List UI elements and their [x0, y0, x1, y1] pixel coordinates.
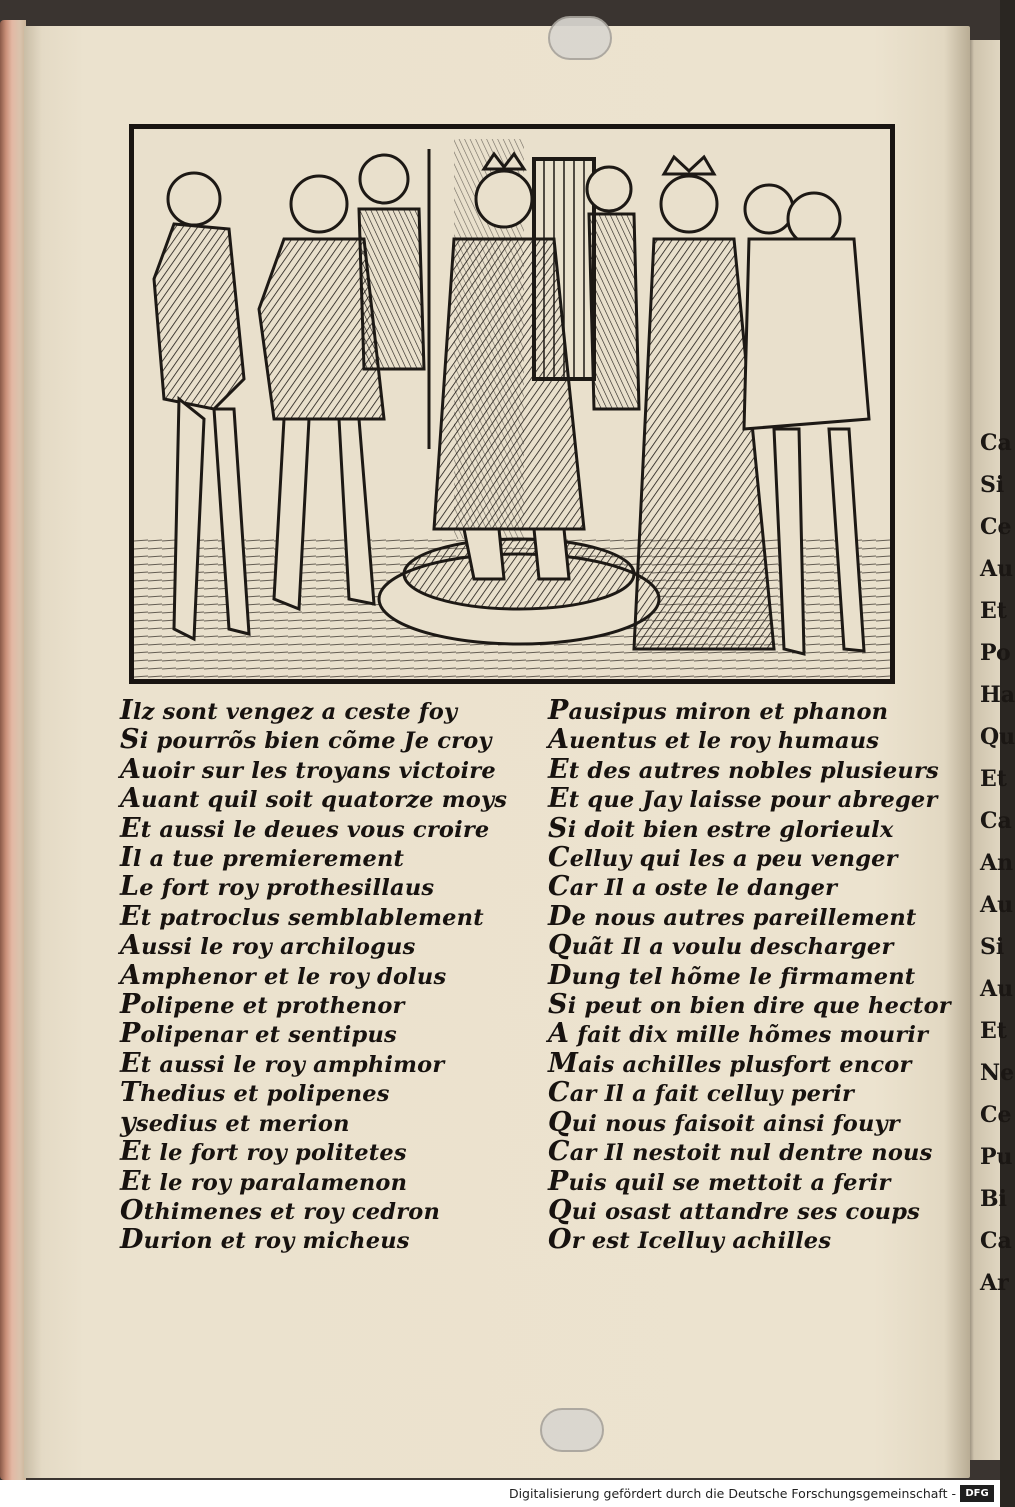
- page-clip-top: [548, 16, 612, 60]
- verse-line: Auant quil soit quatorze moys: [120, 783, 508, 815]
- verse-line: Puis quil se mettoit a ferir: [548, 1165, 891, 1197]
- next-page-fragment: Ca: [980, 808, 1012, 834]
- verse-line: A fait dix mille hõmes mourir: [548, 1018, 929, 1050]
- verse-line: Et aussi le deues vous croire: [120, 812, 490, 844]
- next-page-fragment: Ca: [980, 1228, 1012, 1254]
- verse-line: Pausipus miron et phanon: [548, 695, 889, 726]
- verse-line: Le fort roy prothesillaus: [120, 871, 435, 903]
- next-page-fragment: Et: [980, 766, 1007, 792]
- woodcut-scene: [134, 129, 890, 679]
- digitization-footer: [0, 1480, 1000, 1507]
- book-fore-edge: [0, 20, 26, 1480]
- verse-line: Mais achilles plusfort encor: [548, 1047, 912, 1079]
- next-page-fragment: Ca: [980, 430, 1012, 456]
- verse-line: Si peut on bien dire que hector: [548, 989, 951, 1021]
- verse-line: Amphenor et le roy dolus: [120, 959, 447, 991]
- next-page-fragment: Au: [980, 976, 1014, 1002]
- verse-line: Celluy qui les a peu venger: [548, 842, 898, 874]
- next-page-fragment: Ar: [980, 1270, 1009, 1296]
- verse-line: Auoir sur les troyans victoire: [120, 753, 496, 785]
- dfg-logo: DFG: [960, 1485, 994, 1502]
- verse-line: Qui osast attandre ses coups: [548, 1194, 921, 1226]
- next-page-fragment: Bi: [980, 1186, 1007, 1212]
- next-page-edge: [966, 40, 1015, 1460]
- text-column-left: [120, 697, 540, 1256]
- next-page-fragment: Pu: [980, 1144, 1013, 1170]
- verse-line: Et le roy paralamenon: [120, 1165, 408, 1197]
- verse-line: Et le fort roy politetes: [120, 1136, 407, 1168]
- verse-line: Polipenar et sentipus: [120, 1018, 397, 1050]
- text-column-right: [548, 695, 951, 1256]
- verse-line: Car Il a fait celluy perir: [548, 1077, 854, 1109]
- verse-line: Si pourrõs bien cõme Je croy: [120, 724, 492, 756]
- verse-line: Car Il nestoit nul dentre nous: [548, 1136, 933, 1168]
- verse-line: Et patroclus semblablement: [120, 900, 484, 932]
- next-page-fragment: Au: [980, 556, 1014, 582]
- next-page-fragment: Ce: [980, 514, 1012, 540]
- verse-line: Dung tel hõme le firmament: [548, 959, 916, 991]
- verse-line: Durion et roy micheus: [120, 1224, 410, 1256]
- verse-line: Thedius et polipenes: [120, 1077, 390, 1109]
- next-page-fragment: Po: [980, 640, 1011, 666]
- verse-line: Et des autres nobles plusieurs: [548, 753, 939, 785]
- verse-line: Si doit bien estre glorieulx: [548, 812, 894, 844]
- verse-line: Polipene et prothenor: [120, 989, 405, 1021]
- next-page-fragment: Et: [980, 1018, 1007, 1044]
- verse-line: Qui nous faisoit ainsi fouyr: [548, 1106, 900, 1138]
- verse-line: Auentus et le roy humaus: [548, 724, 880, 756]
- next-page-fragment: Ne: [980, 1060, 1015, 1086]
- next-page-fragment: Ha: [980, 682, 1015, 708]
- verse-line: Aussi le roy archilogus: [120, 930, 416, 962]
- verse-line: ysedius et merion: [120, 1106, 350, 1138]
- next-page-fragment: An: [980, 850, 1014, 876]
- woodcut-illustration: [129, 124, 895, 684]
- footer-credit: Digitalisierung gefördert durch die Deutsche Forschungsgemeinschaft -: [508, 1486, 956, 1501]
- verse-line: De nous autres pareillement: [548, 900, 917, 932]
- next-page-fragment: Si: [980, 472, 1005, 498]
- verse-line: Et aussi le roy amphimor: [120, 1047, 445, 1079]
- verse-line: Or est Icelluy achilles: [548, 1224, 832, 1256]
- page-clip-bottom: [540, 1408, 604, 1452]
- verse-line: Car Il a oste le danger: [548, 871, 838, 903]
- verse-line: Et que Jay laisse pour abreger: [548, 783, 938, 815]
- verse-line: Il a tue premierement: [120, 842, 405, 874]
- verse-line: Quãt Il a voulu descharger: [548, 930, 894, 962]
- verse-line: Ilz sont vengez a ceste foy: [120, 695, 458, 726]
- verse-line: Othimenes et roy cedron: [120, 1194, 441, 1226]
- next-page-fragment: Ce: [980, 1102, 1012, 1128]
- next-page-fragment: Et: [980, 598, 1007, 624]
- next-page-fragment: Si: [980, 934, 1005, 960]
- next-page-fragment: Qu: [980, 724, 1015, 750]
- next-page-fragment: Au: [980, 892, 1014, 918]
